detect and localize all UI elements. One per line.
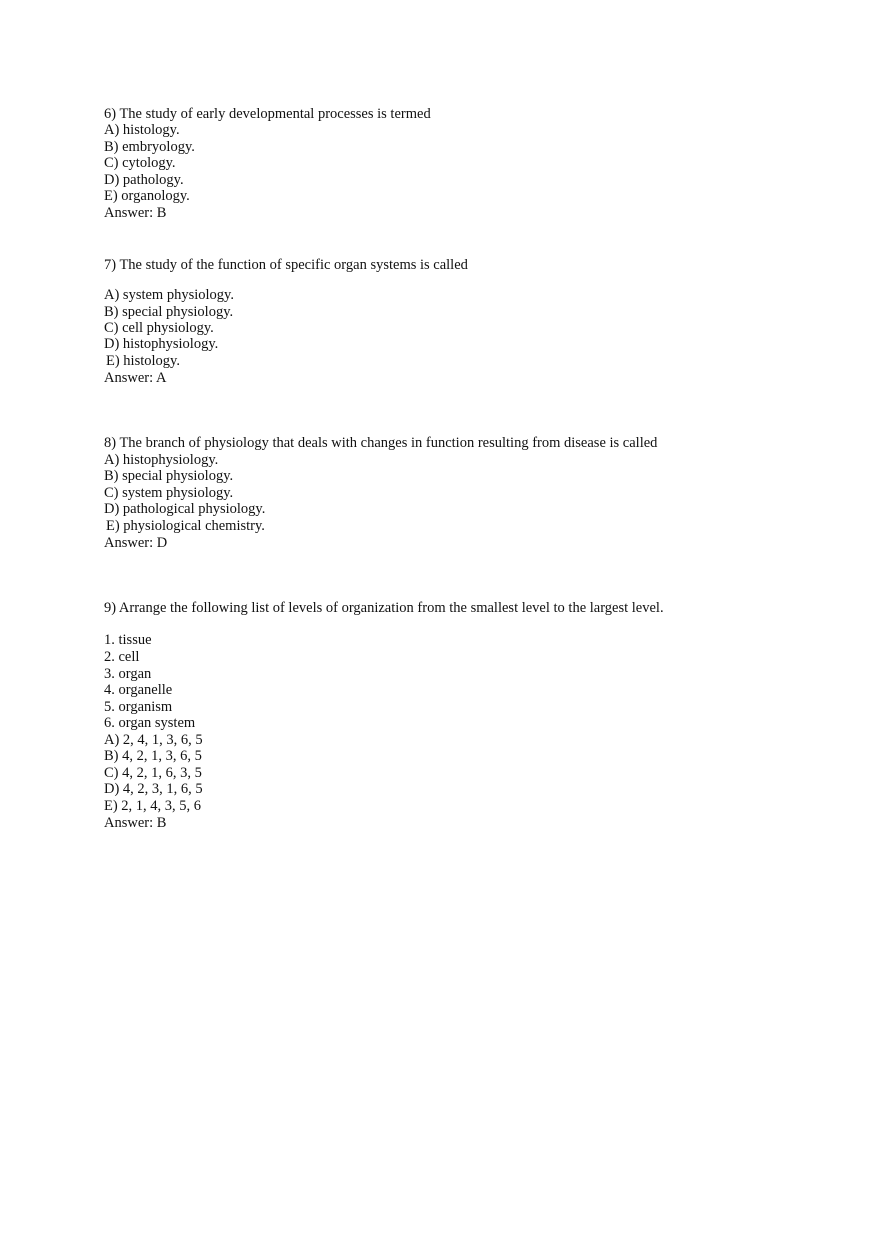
question-9-option-b: B) 4, 2, 1, 3, 6, 5: [104, 748, 202, 764]
question-7-option-a: A) system physiology.: [104, 287, 234, 303]
question-9-list-item-5: 5. organism: [104, 699, 173, 715]
question-8-option-e: E) physiological chemistry.: [106, 518, 265, 534]
question-8-option-a: A) histophysiology.: [104, 452, 219, 468]
question-9-list-item-2: 2. cell: [104, 649, 140, 665]
question-7-option-e: E) histology.: [106, 353, 180, 369]
question-9-list-item-6: 6. organ system: [104, 715, 196, 731]
question-9-option-d: D) 4, 2, 3, 1, 6, 5: [104, 781, 203, 797]
question-6-answer: Answer: B: [104, 205, 167, 221]
question-8-option-b: B) special physiology.: [104, 468, 234, 484]
question-9-answer: Answer: B: [104, 815, 167, 831]
question-7-answer: Answer: A: [104, 370, 167, 386]
question-8-stem: 8) The branch of physiology that deals with changes in function resulting from disease is called: [104, 435, 658, 451]
question-7-stem: 7) The study of the function of specific organ systems is called: [104, 257, 468, 273]
question-7-option-c: C) cell physiology.: [104, 320, 214, 336]
question-9-list-item-4: 4. organelle: [104, 682, 173, 698]
question-9-list-item-3: 3. organ: [104, 666, 152, 682]
question-6-option-d: D) pathology.: [104, 172, 184, 188]
question-7-option-d: D) histophysiology.: [104, 336, 219, 352]
question-6-option-e: E) organology.: [104, 188, 190, 204]
question-9-option-e: E) 2, 1, 4, 3, 5, 6: [104, 798, 202, 814]
question-6-option-a: A) histology.: [104, 122, 180, 138]
question-8-option-d: D) pathological physiology.: [104, 501, 266, 517]
question-9-stem: 9) Arrange the following list of levels of organization from the smallest level to the largest level.: [104, 600, 664, 616]
question-6-stem: 6) The study of early developmental processes is termed: [104, 106, 431, 122]
question-7-option-b: B) special physiology.: [104, 304, 234, 320]
question-9-list-item-1: 1. tissue: [104, 632, 152, 648]
question-6-option-c: C) cytology.: [104, 155, 176, 171]
question-9-option-c: C) 4, 2, 1, 6, 3, 5: [104, 765, 202, 781]
question-8-option-c: C) system physiology.: [104, 485, 234, 501]
question-8-answer: Answer: D: [104, 535, 168, 551]
question-9-option-a: A) 2, 4, 1, 3, 6, 5: [104, 732, 203, 748]
question-6-option-b: B) embryology.: [104, 139, 195, 155]
